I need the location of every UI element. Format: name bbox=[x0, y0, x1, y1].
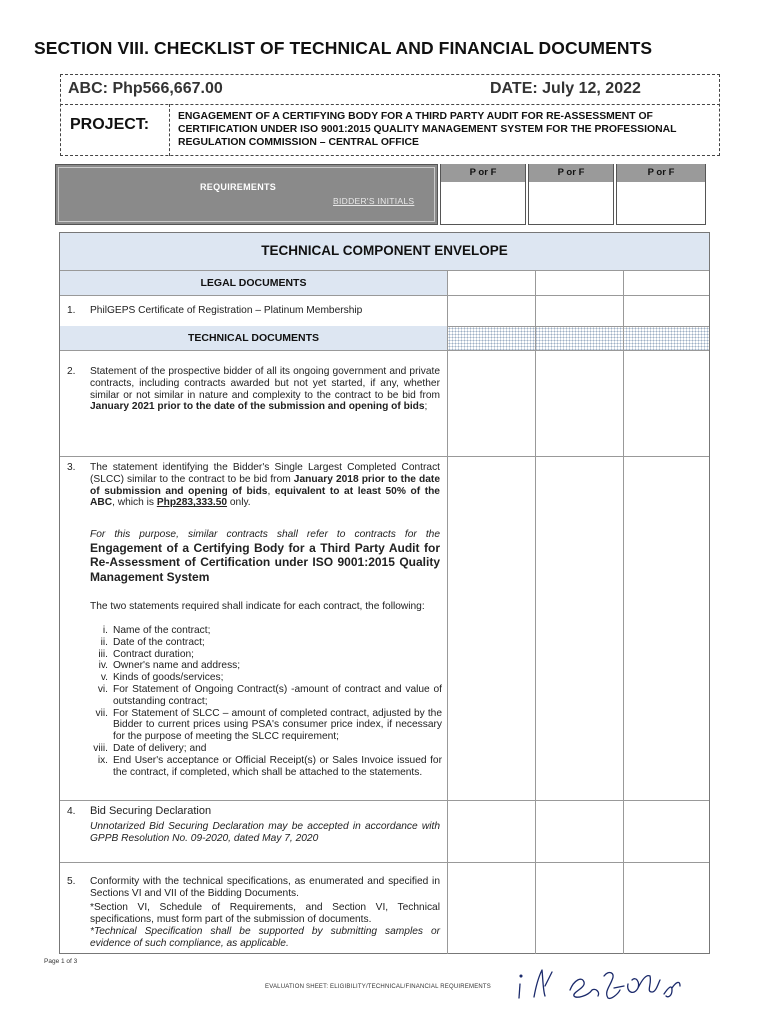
bid-securing-note: Unnotarized Bid Securing Declaration may be accepted in accordance with GPPB Resolution No. 09-2020, dated May 7, 2020 bbox=[90, 821, 440, 844]
document-date: DATE: July 12, 2022 bbox=[490, 80, 641, 97]
row-divider bbox=[60, 350, 709, 351]
item-text: Conformity with the technical specifications, as enumerated and specified in Sections VI and VII of the Bidding Documents. bbox=[90, 876, 440, 899]
list-item: iv. Owner's name and address; bbox=[98, 660, 241, 672]
statements-intro: The two statements required shall indicate for each contract, the following: bbox=[90, 601, 425, 612]
row-divider bbox=[60, 456, 709, 457]
row-divider bbox=[60, 295, 709, 296]
signatures-image bbox=[512, 962, 692, 1002]
item-text: Bid Securing Declaration bbox=[90, 805, 212, 817]
item-number: 5. bbox=[67, 876, 76, 887]
technical-documents-heading: TECHNICAL DOCUMENTS bbox=[187, 332, 320, 344]
statement-requirements-list bbox=[80, 625, 442, 778]
legal-documents-heading: LEGAL DOCUMENTS bbox=[200, 277, 307, 289]
requirements-label: REQUIREMENTS bbox=[200, 182, 277, 192]
item-number: 4. bbox=[67, 806, 76, 817]
column-divider bbox=[535, 270, 536, 954]
list-item: i. Name of the contract; bbox=[102, 625, 211, 636]
item-text: PhilGEPS Certificate of Registration – Platinum Membership bbox=[90, 305, 363, 316]
list-item: v. Kinds of goods/services; bbox=[100, 672, 224, 684]
row-divider bbox=[60, 800, 709, 801]
list-item: ii. Date of the contract; bbox=[100, 636, 205, 648]
list-item: ix. End User's acceptance or Official Receipt(s) or Sales Invoice issued for the contract, if completed, which shall be attached to the statements. bbox=[97, 754, 442, 778]
sections-note: *Section VI, Schedule of Requirements, and Section VI, Technical specifications, must form part of the submission of documents. bbox=[90, 902, 440, 925]
pf-header-2: P or F bbox=[557, 167, 585, 178]
bidders-initials-label: BIDDER'S INITIALS bbox=[333, 196, 415, 206]
abc-amount: ABC: Php566,667.00 bbox=[68, 80, 223, 97]
pf-header-1: P or F bbox=[469, 167, 497, 178]
page-number: Page 1 of 3 bbox=[44, 958, 78, 965]
list-item: viii. Date of delivery; and bbox=[93, 742, 207, 754]
list-item: vii. For Statement of SLCC – amount of completed contract, adjusted by the Bidder to current prices using PSA's consumer price index, if necessary for the purpose of meeting the SLCC requirement; bbox=[95, 707, 442, 743]
technical-documents-fill bbox=[448, 327, 709, 350]
item-text: Statement of the prospective bidder of all its ongoing government and private contracts, including contracts awarded but not yet started, if any, whether similar or not similar in nature and complexity to the contract to be bid from January 2021 prior to the date of the submission and opening of bids; bbox=[90, 366, 440, 413]
project-description: ENGAGEMENT OF A CERTIFYING BODY FOR A THIRD PARTY AUDIT FOR RE-ASSESSMENT OF CERTIFICATION UNDER ISO 9001:2015 QUALITY MANAGEMENT SYSTEM FOR THE PROFESSIONAL REGULATION COMMISSION – CENTRAL OFFICE bbox=[178, 111, 677, 148]
column-divider bbox=[623, 270, 624, 954]
list-item: vi. For Statement of Ongoing Contract(s) -amount of contract and value of outstanding contract; bbox=[97, 683, 442, 707]
technical-envelope-heading: TECHNICAL COMPONENT ENVELOPE bbox=[261, 243, 508, 258]
list-item: iii. Contract duration; bbox=[98, 648, 194, 660]
row-divider bbox=[60, 862, 709, 863]
requirements-header-frame bbox=[58, 167, 435, 222]
similar-contracts-note: For this purpose, similar contracts shall refer to contracts for the Engagement of a Certifying Body for a Third Party Audit for Re-Assessment of Certification under ISO 9001:2015 Quality Management System bbox=[90, 529, 440, 584]
item-number: 2. bbox=[67, 366, 76, 377]
item-number: 1. bbox=[67, 305, 76, 316]
column-divider bbox=[447, 270, 448, 954]
footer-caption: EVALUATION SHEET: ELIGIBILITY/TECHNICAL/FINANCIAL REQUIREMENTS bbox=[265, 984, 491, 990]
page-title: SECTION VIII. CHECKLIST OF TECHNICAL AND FINANCIAL DOCUMENTS bbox=[34, 38, 653, 58]
item-text: The statement identifying the Bidder's Single Largest Completed Contract (SLCC) similar to the contract to be bid from January 2018 prior to the date of submission and opening of bids, equivalent to at least 50% of the ABC, which is Php283,333.50 only. bbox=[90, 462, 440, 509]
technical-spec-note: *Technical Specification shall be supported by submitting samples or evidence of such compliance, as applicable. bbox=[90, 926, 440, 949]
item-number: 3. bbox=[67, 462, 76, 473]
pf-header-3: P or F bbox=[647, 167, 675, 178]
project-label: PROJECT: bbox=[70, 116, 150, 133]
